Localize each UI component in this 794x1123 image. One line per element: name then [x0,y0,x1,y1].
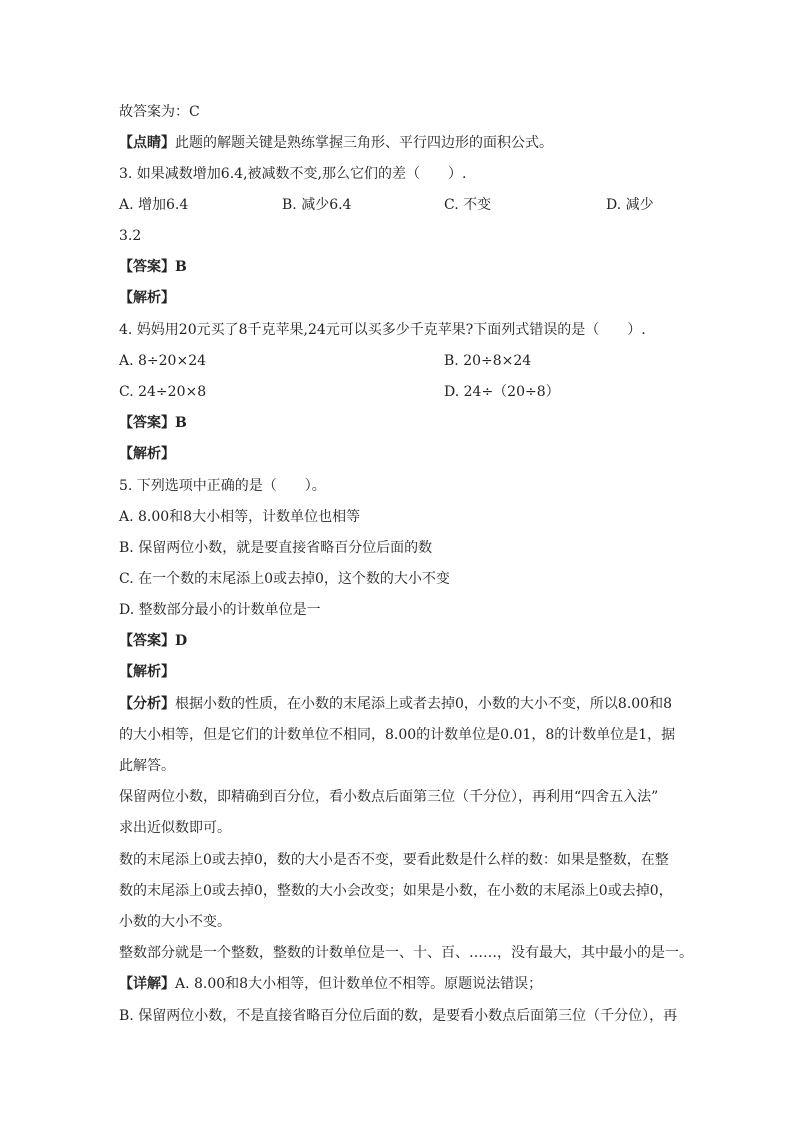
fenxi-tag: 【分析】 [119,696,175,712]
q5-option-a: A. 8.00和8大小相等，计数单位也相等 [119,509,361,525]
fenxi-text-1: 根据小数的性质，在小数的末尾添上或者去掉0，小数的大小不变，所以8.00和8 [175,696,672,712]
q3-option-c: C. 不变 [444,197,492,213]
q4-option-d: D. 24÷（20÷8） [444,384,560,400]
prev-comment [119,133,553,153]
detail-tag: 【详解】 [119,976,175,992]
q4-analysis: 【解析】 [119,446,175,462]
q5-para3-line-3: 小数的大小不变。 [119,914,231,930]
comment-tag: 【点睛】 [119,135,175,151]
q5-detail-line-1 [119,974,542,994]
q5-analysis: 【解析】 [119,664,175,680]
q5-para2-line-1: 保留两位小数，即精确到百分位，看小数点后面第三位（千分位），再利用“四舍五入法” [119,789,659,805]
question-5-stem: 5. 下列选项中正确的是（ ）。 [119,478,326,494]
q3-option-a: A. 增加6.4 [119,197,189,213]
q4-answer: 【答案】B [119,415,187,431]
question-3-stem: 3. 如果减数增加6.4,被减数不变,那么它们的差（ ）. [119,166,467,182]
comment-text: 此题的解题关键是熟练掌握三角形、平行四边形的面积公式。 [175,135,553,151]
q5-para2-line-2: 求出近似数即可。 [119,820,231,836]
question-4-stem: 4. 妈妈用20元买了8千克苹果,24元可以买多少千克苹果?下面列式错误的是（ ）. [119,322,646,338]
q3-option-d: D. 减少 [606,197,654,213]
q4-option-a: A. 8÷20×24 [119,353,207,369]
q5-fenxi-line-3: 此解答。 [119,758,175,774]
q5-option-c: C. 在一个数的末尾添上0或去掉0，这个数的大小不变 [119,571,450,587]
q5-fenxi-line-1 [119,694,672,714]
q5-para3-line-1: 数的末尾添上0或去掉0，数的大小是否不变，要看此数是什么样的数：如果是整数，在整 [119,852,669,868]
prev-answer: 故答案为：C [119,104,200,120]
q3-option-d-continued: 3.2 [119,228,142,244]
q5-answer: 【答案】D [119,633,188,649]
q5-fenxi-line-2: 的大小相等，但是它们的计数单位不相同，8.00的计数单位是0.01，8的计数单位是1，据 [119,727,676,743]
q4-option-b: B. 20÷8×24 [444,353,532,369]
q3-option-b: B. 减少6.4 [282,197,352,213]
q5-para4-line-1: 整数部分就是一个整数，整数的计数单位是一、十、百、……，没有最大，其中最小的是一。 [119,945,693,961]
q3-analysis: 【解析】 [119,290,175,306]
q3-answer: 【答案】B [119,259,187,275]
q5-detail-line-2: B. 保留两位小数，不是直接省略百分位后面的数，是要看小数点后面第三位（千分位），再 [119,1008,678,1024]
detail-text-1: A. 8.00和8大小相等，但计数单位不相等。原题说法错误； [175,976,543,992]
q5-option-d: D. 整数部分最小的计数单位是一 [119,602,321,618]
q5-para3-line-2: 数的末尾添上0或去掉0，整数的大小会改变；如果是小数，在小数的末尾添上0或去掉0， [119,883,673,899]
q4-option-c: C. 24÷20×8 [119,384,207,400]
q5-option-b: B. 保留两位小数，就是要直接省略百分位后面的数 [119,540,433,556]
